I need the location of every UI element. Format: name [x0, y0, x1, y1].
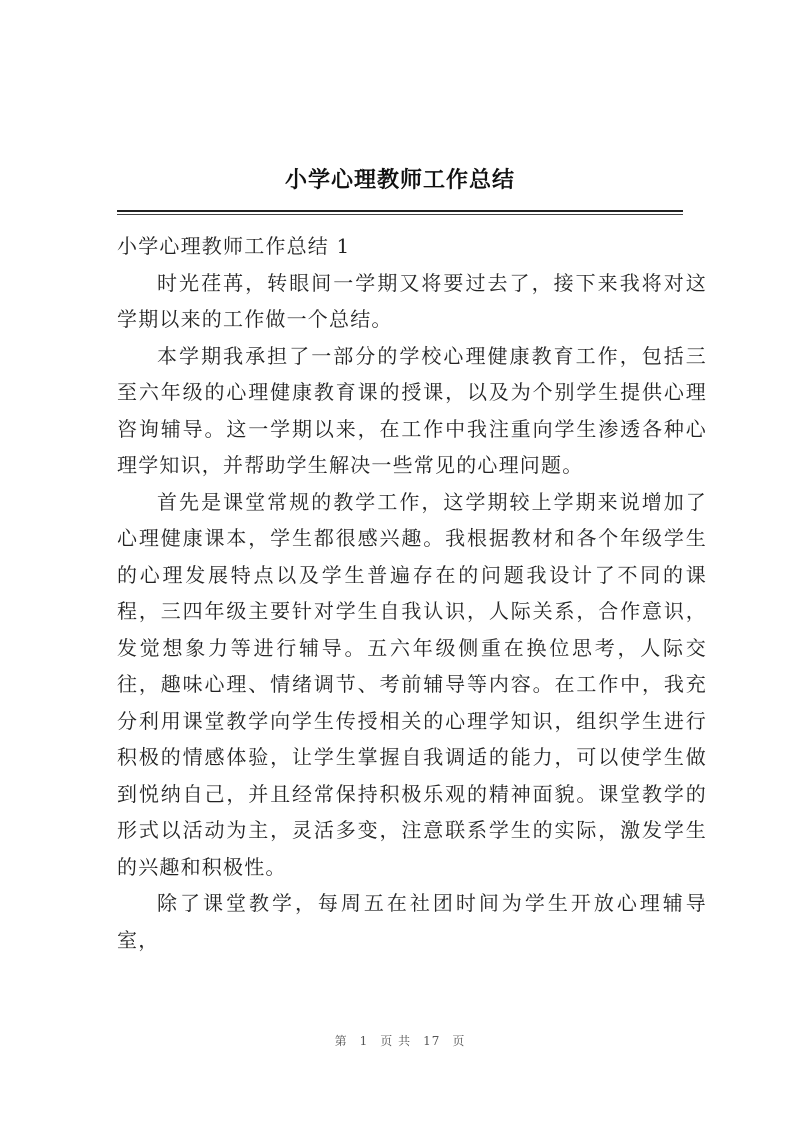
footer-prefix: 第	[334, 1034, 348, 1048]
paragraph-3: 首先是课堂常规的教学工作，这学期较上学期来说增加了心理健康课本，学生都很感兴趣。我根据教材和各个年级学生的心理发展特点以及学生普遍存在的问题我设计了不同的课程，三四年级主要针对学生自我认识，人际关系，合作意识，发觉想象力等进行辅导。五六年级侧重在换位思考，人际交往，趣味心理、情绪调节、考前辅导等内容。在工作中，我充分利用课堂教学向学生传授相关的心理学知识，组织学生进行积极的情感体验，让学生掌握自我调适的能力，可以使学生做到悦纳自己，并且经常保持积极乐观的精神面貌。课堂教学的形式以活动为主，灵活多变，注意联系学生的实际，激发学生的兴趣和积极性。	[117, 489, 707, 879]
document-body	[117, 228, 707, 958]
page-footer	[0, 1032, 800, 1049]
document-title: 小学心理教师工作总结	[284, 167, 515, 193]
paragraph-2: 本学期我承担了一部分的学校心理健康教育工作，包括三至六年级的心理健康教育课的授课，以及为个别学生提供心理咨询辅导。这一学期以来，在工作中我注重向学生渗透各种心理学知识，并帮助学生解决一些常见的心理问题。	[117, 343, 707, 477]
title-rule-thin	[117, 214, 683, 215]
footer-page-number: 1	[359, 1034, 369, 1048]
title-rule-thick	[117, 210, 683, 212]
paragraph-4: 除了课堂教学，每周五在社团时间为学生开放心理辅导室，	[117, 891, 707, 952]
paragraph-1: 时光荏苒，转眼间一学期又将要过去了，接下来我将对这学期以来的工作做一个总结。	[117, 270, 707, 331]
section-heading: 小学心理教师工作总结 1	[117, 234, 351, 258]
footer-suffix: 页	[452, 1034, 466, 1048]
footer-middle: 页 共	[380, 1034, 412, 1048]
footer-total-pages: 17	[423, 1034, 441, 1048]
